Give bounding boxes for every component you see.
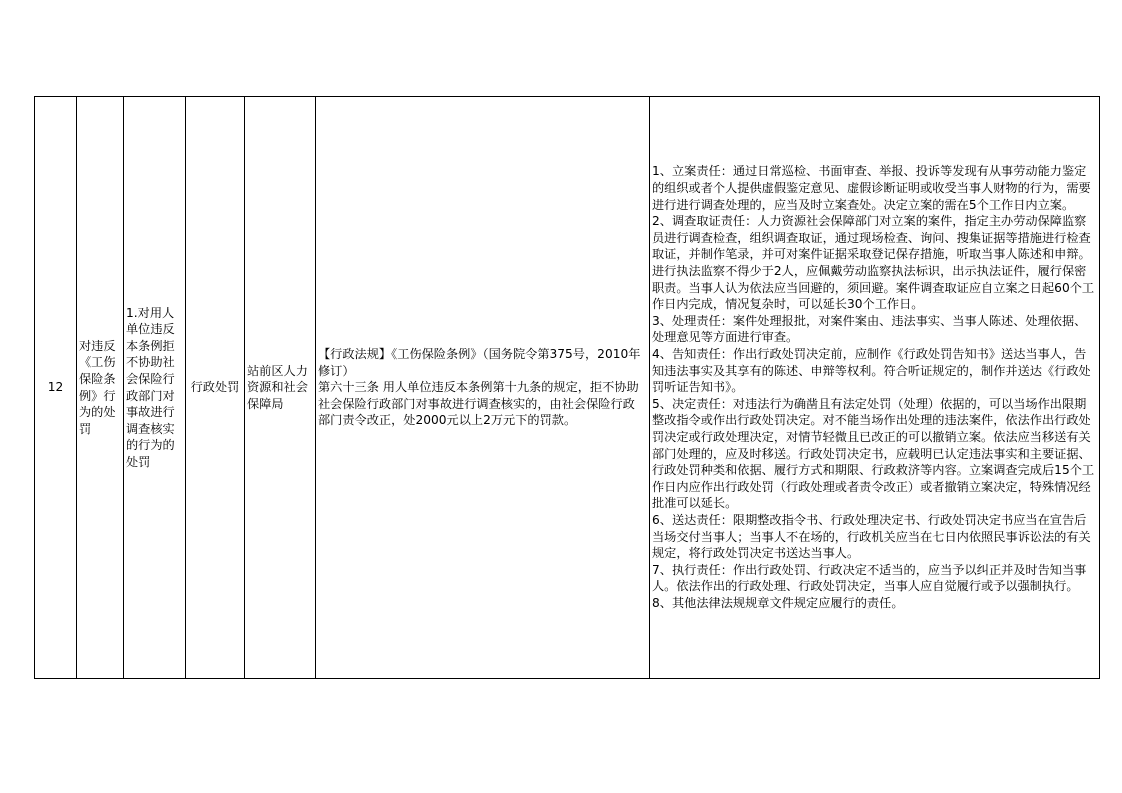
responsibility-item-delivery: 6、送达责任：限期整改指令书、行政处理决定书、行政处罚决定书应当在宣告后当场交付当事人；当事人不在场的，行政机关应当在七日内依照民事诉讼法的有关规定，将行政处罚决定书送达当事人。: [652, 512, 1091, 561]
basis-regulation-title: 【行政法规】《工伤保险条例》（国务院令第375号，2010年修订）: [318, 347, 641, 378]
responsibility-item-execution: 7、执行责任：作出行政处罚、行政决定不适当的，应当予以纠正并及时告知当事人。依法作出的行政处理、行政处罚决定，当事人应自觉履行或予以强制执行。: [652, 562, 1087, 594]
responsibility-item-notification: 4、告知责任：作出行政处罚决定前，应制作《行政处罚告知书》送达当事人，告知违法事实及其享有的陈述、申辩等权利。符合听证规定的，制作并送达《行政处罚听证告知书》。: [652, 347, 1091, 395]
power-type-cell: 行政处罚: [186, 97, 245, 679]
department-cell: 站前区人力资源和社会保障局: [245, 97, 316, 679]
responsibility-table: [34, 96, 1100, 679]
legal-basis-cell: [316, 97, 650, 679]
responsibility-cell: [650, 97, 1100, 679]
responsibility-item-handling: 3、处理责任：案件处理报批，对案件案由、违法事实、当事人陈述、处理依据、处理意见等方面进行审查。: [652, 313, 1087, 345]
table-row: [35, 97, 1100, 679]
sub-item-cell: 1.对用人单位违反本条例拒不协助社会保险行政部门对事故进行调查核实的行为的处罚: [124, 97, 186, 679]
seq-number-cell: 12: [35, 97, 77, 679]
basis-article-text: 第六十三条 用人单位违反本条例第十九条的规定，拒不协助社会保险行政部门对事故进行调查核实的，由社会保险行政部门责令改正，处2000元以上2万元下的罚款。: [318, 380, 639, 428]
responsibility-item-other: 8、其他法律法规规章文件规定应履行的责任。: [652, 595, 904, 610]
responsibility-item-investigation: 2、调查取证责任：人力资源社会保障部门对立案的案件，指定主办劳动保障监察员进行调查检查，组织调查取证，通过现场检查、询问、搜集证据等措施进行检查取证，并制作笔录，并可对案件证据采取登记保存措施，听取当事人陈述和申辩。进行执法监察不得少于2人，应佩戴劳动监察执法标识，出示执法证件，履行保密职责。当事人认为依法应当回避的，须回避。案件调查取证应自立案之日起60个工作日内完成，情况复杂时，可以延长30个工作日。: [652, 214, 1095, 312]
responsibility-item-decision: 5、决定责任：对违法行为确凿且有法定处罚（处理）依据的，可以当场作出限期整改指令或作出行政处罚决定。对不能当场作出处理的违法案件，依法作出行政处罚决定或行政处理决定，对情节轻微且已改正的可以撤销立案。依法应当移送有关部门处理的，应及时移送。行政处罚决定书，应载明已认定违法事实和主要证据、行政处罚种类和依据、履行方式和期限、行政救济等内容。立案调查完成后15个工作日内应作出行政处罚（行政处理或者责令改正）或者撤销立案决定，特殊情况经批准可以延长。: [652, 396, 1095, 511]
responsibility-item-filing: 1、立案责任：通过日常巡检、书面审查、举报、投诉等发现有从事劳动能力鉴定的组织或者个人提供虚假鉴定意见、虚假诊断证明或收受当事人财物的行为，需要进行进行调查处理的，应当及时立案查处。决定立案的需在5个工作日内立案。: [652, 164, 1091, 212]
item-name-cell: 对违反《工伤保险条例》行为的处罚: [77, 97, 124, 679]
